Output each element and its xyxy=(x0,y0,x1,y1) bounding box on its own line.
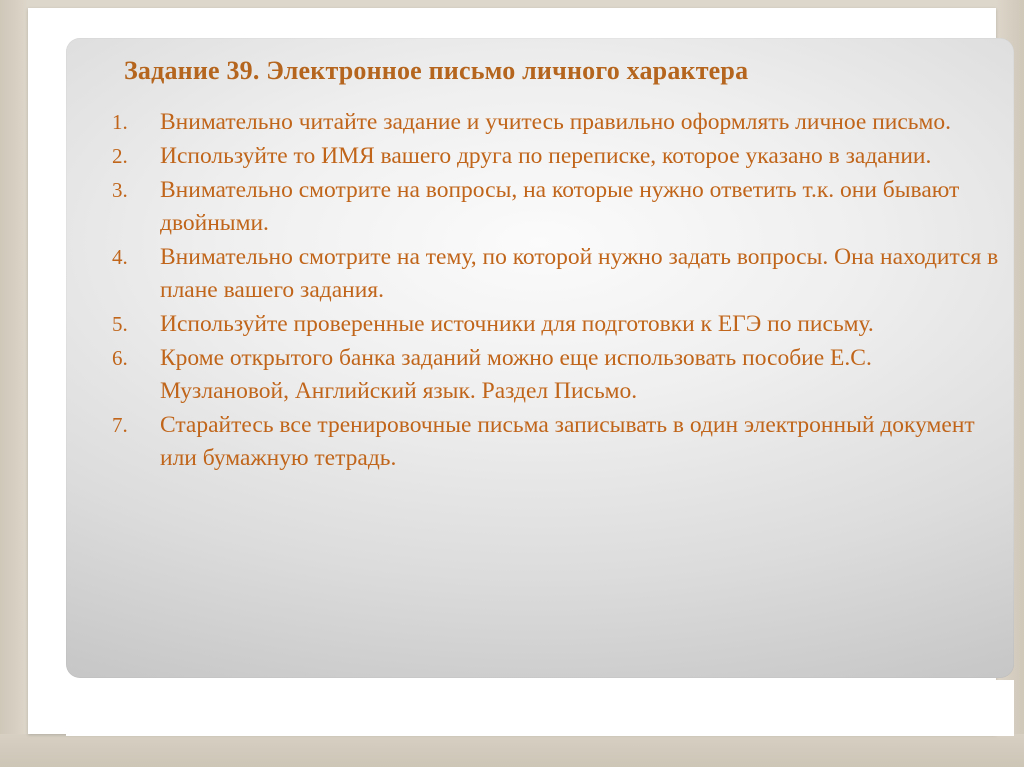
slide-title-rest: Электронное письмо личного характера xyxy=(259,56,749,85)
slide-title xyxy=(124,56,990,86)
list-item xyxy=(78,409,1000,475)
list-item-number: 5. xyxy=(112,312,128,336)
list-item-label: Внимательно смотрите на вопросы, на которые нужно ответить т.к. они бывают двойными. xyxy=(160,177,960,236)
list-item xyxy=(78,308,1000,341)
slide-bottom-strip xyxy=(66,680,1014,736)
frame-edge-top xyxy=(0,0,1024,8)
list-item-number: 2. xyxy=(112,144,128,168)
slide-page xyxy=(28,8,999,734)
list-item-label: Внимательно смотрите на тему, по которой нужно задать вопросы. Она находится в плане вашего задания. xyxy=(160,244,999,303)
list-item-number: 4. xyxy=(112,245,128,269)
list-item xyxy=(78,241,1000,307)
list-item-number: 7. xyxy=(112,413,128,437)
list-item xyxy=(78,106,1000,139)
list-item-label: Используйте проверенные источники для подготовки к ЕГЭ по письму. xyxy=(160,311,874,337)
list-item-number: 3. xyxy=(112,178,128,202)
list-item-label: Внимательно читайте задание и учитесь правильно оформлять личное письмо. xyxy=(160,109,952,135)
list-item-number: 6. xyxy=(112,346,128,370)
list-item xyxy=(78,342,1000,408)
list-item xyxy=(78,140,1000,173)
slide-title-prefix: Задание 39. xyxy=(124,56,260,85)
frame-edge-left xyxy=(0,0,28,767)
list-item-number: 1. xyxy=(112,110,128,134)
list-item xyxy=(78,174,1000,240)
list-item-label: Кроме открытого банка заданий можно еще использовать пособие Е.С. Музлановой, Английский язык. Раздел Письмо. xyxy=(160,345,872,404)
frame-edge-bottom xyxy=(0,734,1024,767)
list-item-label: Используйте то ИМЯ вашего друга по переписке, которое указано в задании. xyxy=(160,143,932,169)
content-panel xyxy=(66,38,1014,678)
list-item-label: Старайтесь все тренировочные письма записывать в один электронный документ или бумажную тетрадь. xyxy=(160,412,975,471)
tips-list xyxy=(78,106,1000,476)
